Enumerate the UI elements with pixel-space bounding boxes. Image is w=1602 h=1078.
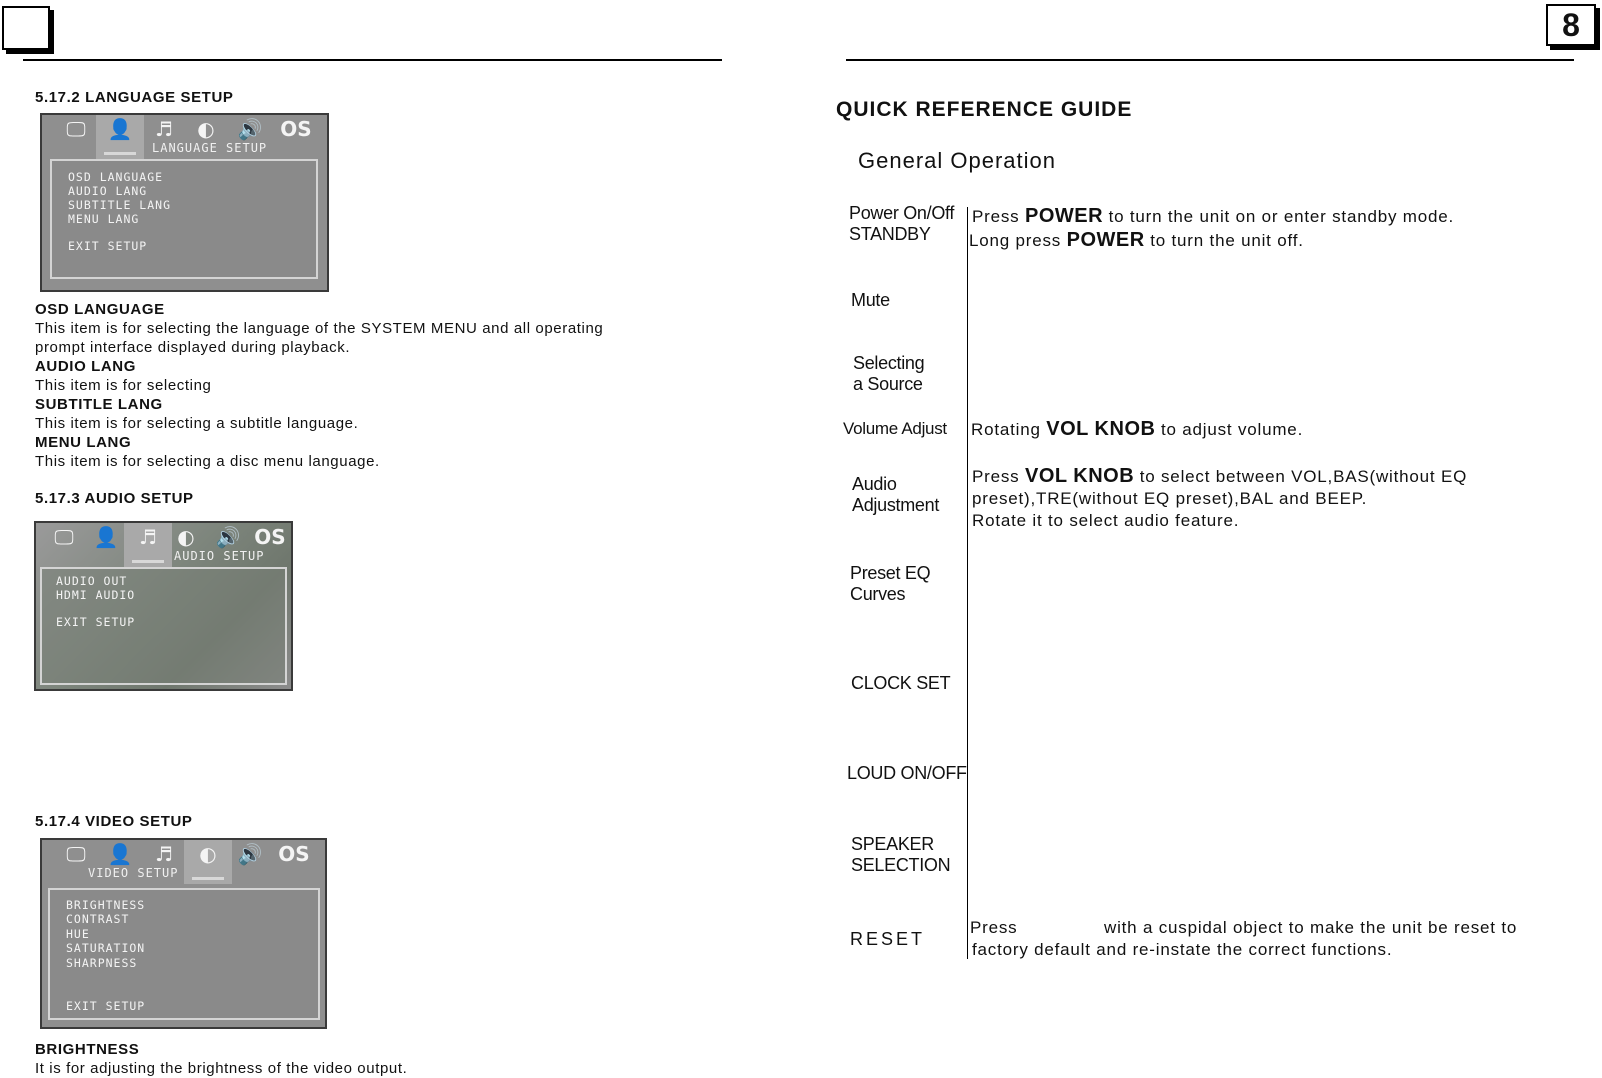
menu-option: MENU LANG	[68, 212, 140, 226]
left-header-rule	[23, 59, 722, 61]
label-clock: CLOCK SET	[851, 673, 951, 693]
item-heading: OSD LANGUAGE	[35, 301, 165, 318]
label-source: Selecting a Source	[853, 353, 925, 394]
video-setup-menu	[40, 838, 327, 1029]
item-text: It is for adjusting the brightness of the video output.	[35, 1060, 408, 1077]
menu-option: EXIT SETUP	[66, 999, 146, 1013]
item-text: This item is for selecting	[35, 377, 212, 394]
label-eq: Preset EQ Curves	[850, 563, 931, 604]
os-icon: OS	[254, 525, 286, 549]
label-loud: LOUD ON/OFF	[847, 763, 967, 783]
item-heading: MENU LANG	[35, 434, 132, 451]
item-text: prompt interface displayed during playback.	[35, 339, 351, 356]
lang-setup-title: 5.17.2 LANGUAGE SETUP	[35, 89, 234, 106]
monitor-icon: 🖵	[54, 525, 74, 549]
color-disc-icon: ◐	[177, 525, 195, 549]
desc-volume: Rotating VOL KNOB to adjust volume.	[971, 418, 1304, 440]
right-page-number: 8	[1562, 7, 1580, 43]
desc-reset-line2: factory default and re-instate the correct functions.	[972, 940, 1393, 959]
speaker-icon: 🔊	[237, 117, 263, 141]
language-setup-menu	[40, 113, 329, 292]
person-speech-icon: 👤	[107, 842, 133, 866]
desc-reset-line1a: Press	[970, 918, 1018, 937]
speaker-icon: 🔊	[215, 525, 241, 549]
monitor-icon: 🖵	[66, 117, 86, 141]
label-power: Power On/Off STANDBY	[849, 203, 955, 244]
label-volume: Volume Adjust	[843, 419, 947, 438]
desc-power-line2: Long press POWER to turn the unit off.	[969, 229, 1304, 251]
video-setup-title: 5.17.4 VIDEO SETUP	[35, 813, 193, 830]
menu-option: EXIT SETUP	[68, 239, 148, 253]
menu-tab-label: LANGUAGE SETUP	[152, 141, 268, 155]
item-heading: SUBTITLE LANG	[35, 396, 163, 413]
color-disc-icon: ◐	[197, 117, 215, 141]
menu-option: AUDIO LANG	[68, 184, 148, 198]
lang-setup-items	[35, 300, 715, 471]
desc-reset-line1b: with a cuspidal object to make the unit be reset to	[1104, 918, 1518, 937]
monitor-icon: 🖵	[66, 842, 86, 866]
speaker-icon: 🔊	[237, 842, 263, 866]
menu-options-panel	[40, 567, 287, 685]
item-text: This item is for selecting the language of the SYSTEM MENU and all operating	[35, 320, 604, 337]
desc-power-line1: Press POWER to turn the unit on or enter standby mode.	[972, 205, 1455, 227]
desc-audio-line2: preset),TRE(without EQ preset),BAL and BEEP.	[972, 489, 1368, 508]
label-audio: Audio Adjustment	[852, 474, 940, 515]
item-text: This item is for selecting a subtitle language.	[35, 415, 359, 432]
label-mute: Mute	[851, 290, 890, 310]
label-reset: RESET	[850, 929, 926, 949]
music-note-icon: ♬	[139, 525, 157, 549]
music-note-icon: ♬	[155, 117, 173, 141]
item-heading: BRIGHTNESS	[35, 1041, 140, 1058]
table-divider-line	[967, 207, 968, 959]
menu-option: HDMI AUDIO	[56, 588, 136, 602]
os-icon: OS	[278, 842, 310, 866]
menu-option: SUBTITLE LANG	[68, 198, 172, 212]
menu-option: OSD LANGUAGE	[68, 170, 164, 184]
quick-reference-title: QUICK REFERENCE GUIDE	[836, 98, 1133, 121]
label-speaker: SPEAKER SELECTION	[851, 834, 951, 875]
desc-audio-line1: Press VOL KNOB to select between VOL,BAS(without EQ	[972, 465, 1468, 487]
os-icon: OS	[280, 117, 312, 141]
menu-option: AUDIO OUT	[56, 574, 128, 588]
left-page-number-box	[2, 6, 50, 50]
menu-option: BRIGHTNESS	[66, 898, 146, 912]
item-heading: AUDIO LANG	[35, 358, 136, 375]
music-note-icon: ♬	[155, 842, 173, 866]
item-text: This item is for selecting a disc menu language.	[35, 453, 380, 470]
menu-option: SHARPNESS	[66, 956, 138, 970]
menu-tab-label: AUDIO SETUP	[174, 549, 265, 563]
menu-tab-label: VIDEO SETUP	[88, 866, 179, 880]
person-speech-icon: 👤	[93, 525, 119, 549]
right-page-number-box	[1546, 4, 1596, 46]
desc-audio-line3: Rotate it to select audio feature.	[972, 511, 1240, 530]
audio-setup-menu	[34, 521, 293, 691]
menu-option: SATURATION	[66, 941, 146, 955]
person-speech-icon: 👤	[107, 117, 133, 141]
menu-option: HUE	[66, 927, 90, 941]
audio-setup-title: 5.17.3 AUDIO SETUP	[35, 490, 194, 507]
general-operation-subtitle: General Operation	[858, 148, 1056, 173]
menu-options-panel	[48, 888, 320, 1020]
menu-options-panel	[50, 159, 318, 279]
color-disc-icon: ◐	[199, 842, 217, 866]
menu-option: EXIT SETUP	[56, 615, 136, 629]
menu-option: CONTRAST	[66, 912, 130, 926]
right-header-rule	[846, 59, 1574, 61]
video-setup-items	[35, 1040, 715, 1078]
